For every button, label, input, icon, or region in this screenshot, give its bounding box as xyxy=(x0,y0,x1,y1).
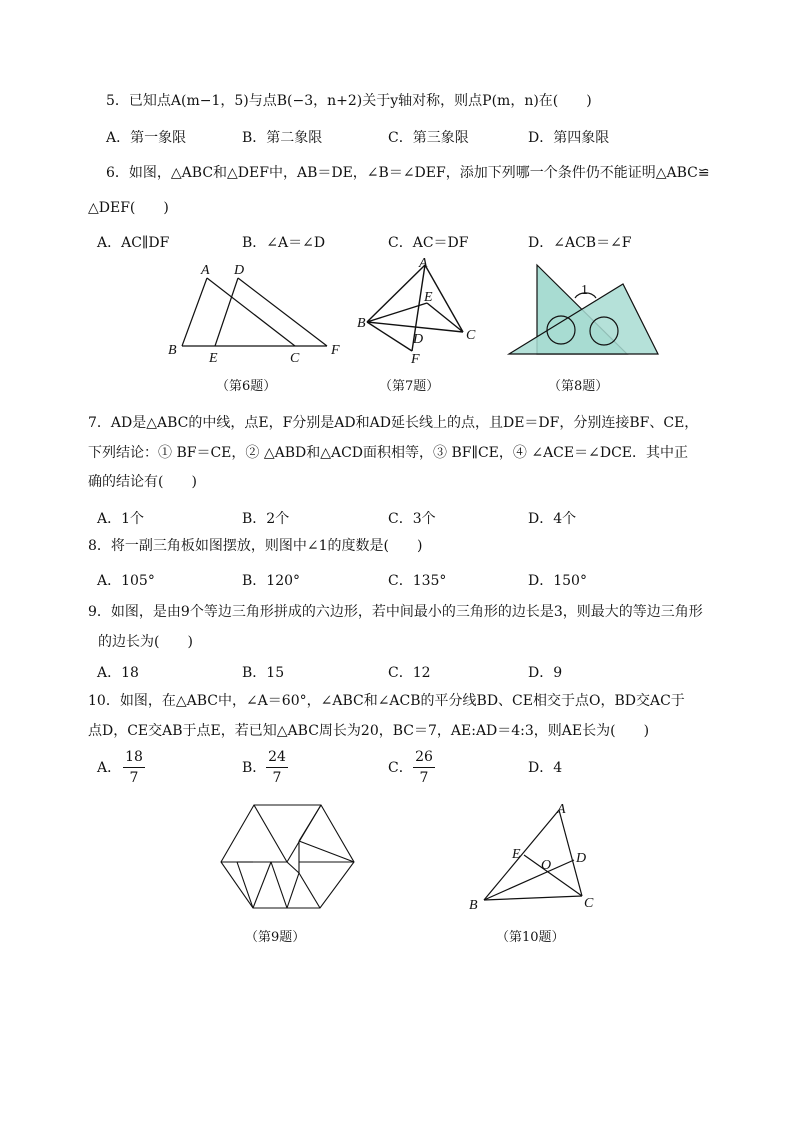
q8-option-c[interactable]: C．135° xyxy=(388,573,447,589)
fig10-label-c: C xyxy=(584,896,594,911)
fig7-label-f: F xyxy=(411,352,420,367)
fig10-label-b: B xyxy=(469,898,478,913)
q7-stem-line1: 7．AD是△ABC的中线，点E，F分别是AD和AD延长线上的点，且DE＝DF，分别连接BF、CE， xyxy=(88,415,699,431)
q10-fraction-a xyxy=(123,748,145,787)
q7-stem-line2: 下列结论：① BF＝CE，② △ABD和△ACD面积相等，③ BF∥CE，④ ∠ACE＝∠DCE．其中正 xyxy=(88,445,688,461)
fig10-label-e: E xyxy=(512,847,521,862)
fig8-angle-label: 1 xyxy=(581,283,588,298)
fraction-bar xyxy=(266,767,288,768)
fig6-label-d: D xyxy=(234,263,245,278)
q6-options xyxy=(97,233,717,253)
q5-option-d[interactable]: D．第四象限 xyxy=(528,130,610,146)
fraction-bar xyxy=(123,767,145,768)
q10-stem-line2: 点D，CE交AB于点E，若已知△ABC周长为20，BC＝7，AE:AD＝4:3，则AE长为( ) xyxy=(88,723,650,739)
fig7-label-e: E xyxy=(424,290,433,305)
q10-fraction-b xyxy=(266,748,288,787)
caption-fig9: （第9题） xyxy=(245,930,306,945)
q8-option-d[interactable]: D．150° xyxy=(528,573,587,589)
fraction-bar xyxy=(413,767,435,768)
q7-option-c[interactable]: C．3个 xyxy=(388,511,436,527)
q6-option-a[interactable]: A．AC∥DF xyxy=(97,235,170,251)
q10-option-d[interactable]: D．4 xyxy=(528,760,563,776)
q6-option-b[interactable]: B．∠A＝∠D xyxy=(242,235,326,251)
q10-fraction-a-den: 7 xyxy=(129,770,139,786)
fig7-label-c: C xyxy=(466,328,476,343)
fig6-label-e: E xyxy=(209,351,218,366)
q10-option-a[interactable]: A． xyxy=(97,760,122,776)
q7-option-a[interactable]: A．1个 xyxy=(97,511,145,527)
q9-options xyxy=(97,663,697,683)
q10-stem-line1: 10．如图，在△ABC中，∠A＝60°，∠ABC和∠ACB的平分线BD、CE相交于点O，BD交AC于 xyxy=(88,693,685,709)
q10-fraction-b-den: 7 xyxy=(272,770,282,786)
q7-options xyxy=(97,509,697,529)
q6-option-d[interactable]: D．∠ACB＝∠F xyxy=(528,235,632,251)
q10-fraction-c xyxy=(413,748,435,787)
q9-option-a[interactable]: A．18 xyxy=(97,665,139,681)
figure-8 xyxy=(505,262,665,358)
q5-option-c[interactable]: C．第三象限 xyxy=(388,130,469,146)
fig6-label-f: F xyxy=(331,343,340,358)
q5-options xyxy=(106,128,706,148)
fig6-label-c: C xyxy=(290,351,300,366)
q5-stem: 5．已知点A(m−1，5)与点B(−3，n+2)关于y轴对称，则点P(m，n)在( ) xyxy=(106,93,592,109)
fig10-label-o: O xyxy=(541,858,552,873)
fig7-label-a: A xyxy=(419,256,428,271)
fig6-label-a: A xyxy=(201,263,210,278)
fig10-label-a: A xyxy=(557,802,566,817)
fig7-label-d: D xyxy=(413,332,424,347)
caption-fig8: （第8题） xyxy=(548,379,609,394)
q8-options xyxy=(97,571,697,591)
q5-option-b[interactable]: B．第二象限 xyxy=(242,130,323,146)
q10-fraction-c-den: 7 xyxy=(419,770,429,786)
figure-6 xyxy=(165,258,350,366)
q6-stem-line1: 6．如图，△ABC和△DEF中，AB＝DE，∠B＝∠DEF，添加下列哪一个条件仍不能证明△ABC≌ xyxy=(106,165,710,181)
figure-7 xyxy=(355,255,480,365)
q7-stem-line3: 确的结论有( ) xyxy=(88,474,197,490)
fig7-label-b: B xyxy=(357,316,366,331)
q5-option-a[interactable]: A．第一象限 xyxy=(106,130,187,146)
fig10-label-d: D xyxy=(576,851,587,866)
q10-fraction-b-num: 24 xyxy=(268,749,286,765)
q7-option-b[interactable]: B．2个 xyxy=(242,511,290,527)
q9-option-c[interactable]: C．12 xyxy=(388,665,431,681)
q9-stem-line1: 9．如图，是由9个等边三角形拼成的六边形，若中间最小的三角形的边长是3，则最大的等边三角形 xyxy=(88,604,703,620)
fig6-label-b: B xyxy=(168,343,177,358)
q6-option-c[interactable]: C．AC＝DF xyxy=(388,235,469,251)
q6-stem-line2: △DEF( ) xyxy=(88,200,169,216)
q9-option-d[interactable]: D．9 xyxy=(528,665,563,681)
figure-10 xyxy=(462,800,602,918)
q10-fraction-c-num: 26 xyxy=(415,749,433,765)
q8-option-a[interactable]: A．105° xyxy=(97,573,155,589)
caption-fig6: （第6题） xyxy=(216,379,277,394)
q7-option-d[interactable]: D．4个 xyxy=(528,511,577,527)
q10-option-b[interactable]: B． xyxy=(242,760,267,776)
caption-fig10: （第10题） xyxy=(496,930,565,945)
q10-fraction-a-num: 18 xyxy=(125,749,143,765)
q10-options xyxy=(97,758,697,778)
q8-option-b[interactable]: B．120° xyxy=(242,573,301,589)
figure-9 xyxy=(215,803,355,911)
q9-stem-line2: 的边长为( ) xyxy=(98,634,193,650)
q10-option-c[interactable]: C． xyxy=(388,760,413,776)
q8-stem: 8．将一副三角板如图摆放，则图中∠1的度数是( ) xyxy=(88,538,423,554)
caption-fig7: （第7题） xyxy=(379,379,440,394)
q9-option-b[interactable]: B．15 xyxy=(242,665,285,681)
